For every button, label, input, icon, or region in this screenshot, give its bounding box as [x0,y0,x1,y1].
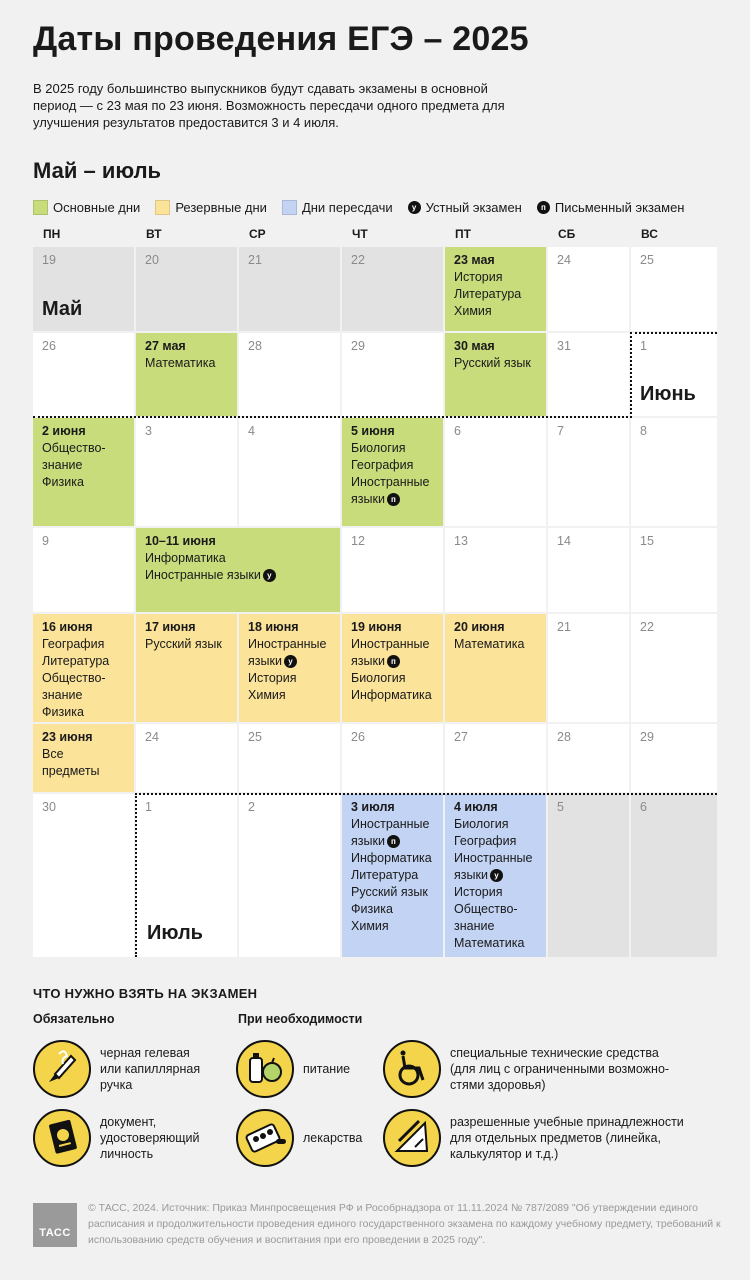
day-cell [631,528,717,612]
exam-subject: Общество- [42,441,106,455]
exam-day-cell [33,614,134,722]
need-item-food [236,1040,350,1098]
exam-subject: История [454,270,503,284]
month-label-june: Июнь [640,383,696,405]
exam-date: 10–11 июня [145,534,216,548]
day-number: 1 [145,800,152,814]
exam-day-cell [239,614,340,722]
day-cell [548,614,629,722]
day-cell [631,247,717,331]
exam-subject: Химия [248,688,286,702]
legend-reserve-label: Резервные дни [175,200,267,215]
oral-badge-icon: у [408,201,421,214]
day-number: 1 [640,339,647,353]
day-number: 13 [454,534,468,548]
day-cell [342,528,443,612]
written-badge-icon: п [387,835,400,848]
need-line: черная гелевая [100,1046,190,1060]
exam-subject [145,567,331,584]
day-cell [548,247,629,331]
written-badge-icon: п [387,493,400,506]
need-line: для отдельных предметов (линейка, [450,1131,661,1145]
day-number: 26 [351,730,365,744]
required-column-title: Обязательно [33,1012,115,1026]
ruler-icon [383,1109,441,1167]
exam-date: 19 июня [351,620,402,634]
need-line: удостоверяющий [100,1131,200,1145]
exam-date: 17 июня [145,620,196,634]
need-text [100,1045,200,1093]
exam-subject: География [351,458,414,472]
exam-date: 18 июня [248,620,299,634]
day-cell [342,333,443,416]
exam-subject: История [248,671,297,685]
exam-subject [248,653,331,670]
written-badge-icon: п [537,201,550,214]
day-cell [445,724,546,792]
exam-day-cell [445,247,546,331]
day-cell [548,794,629,957]
exam-subject: Иностранные [454,851,533,865]
day-number: 21 [557,620,571,634]
day-number: 21 [248,253,262,267]
exam-date: 5 июня [351,424,395,438]
need-line: (для лиц с ограниченными возможно- [450,1062,670,1076]
exam-subject: Информатика [351,851,432,865]
day-number: 12 [351,534,365,548]
day-number: 24 [557,253,571,267]
food-icon [236,1040,294,1098]
month-boundary [33,416,632,418]
exam-subject: Биология [351,441,406,455]
need-text [450,1045,669,1093]
legend-oral [408,200,522,215]
reserve-swatch [155,200,170,215]
month-boundary [135,793,717,795]
day-cell [136,418,237,526]
legend-written [537,200,685,215]
exam-day-cell [33,418,134,526]
day-number: 31 [557,339,571,353]
day-number: 28 [557,730,571,744]
exam-subject: Математика [454,936,525,950]
need-line: разрешенные учебные принадлежности [450,1115,684,1129]
legend-written-label: Письменный экзамен [554,200,685,215]
exam-subject: Все [42,747,64,761]
day-cell [239,794,340,957]
need-line: калькулятор и т.д.) [450,1147,559,1161]
exam-subject-text: языки [454,868,488,882]
passport-icon [33,1109,91,1167]
exam-day-cell [342,614,443,722]
exam-subject: Физика [42,475,84,489]
exam-subject [351,653,434,670]
day-number: 22 [640,620,654,634]
weekday-mon: ПН [43,227,61,241]
day-cell [631,418,717,526]
exam-subject: Русский язык [351,885,428,899]
exam-subject: Литература [351,868,419,882]
optional-column-title: При необходимости [238,1012,363,1026]
legend [33,200,685,215]
need-line: питание [303,1062,351,1076]
day-number: 26 [42,339,56,353]
need-item-medicine [236,1109,362,1167]
exam-subject: Общество- [42,671,106,685]
exam-date: 27 мая [145,339,186,353]
exam-subject-text: языки [351,834,385,848]
exam-subject: Математика [145,356,216,370]
day-number: 29 [351,339,365,353]
exam-date: 16 июня [42,620,93,634]
legend-oral-label: Устный экзамен [425,200,522,215]
exam-subject [351,491,434,508]
need-line: специальные технические средства [450,1046,659,1060]
exam-subject: Русский язык [145,637,222,651]
day-number: 6 [640,800,647,814]
need-item-tech [383,1040,669,1098]
need-line: личность [100,1147,154,1161]
exam-subject: Иностранные [351,637,430,651]
day-cell [548,724,629,792]
exam-date: 3 июля [351,800,395,814]
exam-subject: География [42,637,105,651]
weekday-tue: ВТ [146,227,162,241]
day-cell [548,528,629,612]
day-cell [33,794,134,957]
day-cell [33,333,134,416]
exam-subject-text: языки [248,654,282,668]
pen-icon [33,1040,91,1098]
exam-subject-text: языки [351,654,385,668]
day-cell [239,247,340,331]
exam-subject: Русский язык [454,356,531,370]
day-cell [33,247,134,331]
legend-main [33,200,140,215]
day-cell [631,614,717,722]
day-cell [136,724,237,792]
day-cell [548,333,629,416]
day-cell [631,724,717,792]
exam-subject-text: языки [351,492,385,506]
exam-subject [454,867,537,884]
day-number: 3 [145,424,152,438]
month-boundary [630,332,717,334]
exam-subject: знание [42,458,83,472]
exam-subject: Литература [42,654,110,668]
exam-date: 23 мая [454,253,495,267]
exam-day-cell [136,333,237,416]
exam-subject [351,833,434,850]
exam-date: 4 июля [454,800,498,814]
page-title: Даты проведения ЕГЭ – 2025 [33,20,529,58]
main-swatch [33,200,48,215]
day-cell [33,528,134,612]
exam-subject-text: Иностранные языки [145,568,261,582]
day-cell [136,247,237,331]
oral-badge-icon: у [263,569,276,582]
legend-retake [282,200,393,215]
exam-subject: Математика [454,637,525,651]
need-item-passport [33,1109,200,1167]
exam-subject: знание [454,919,495,933]
exam-subject: Биология [454,817,509,831]
day-cell [239,724,340,792]
day-number: 28 [248,339,262,353]
exam-day-cell [33,724,134,792]
need-item-pen [33,1040,200,1098]
day-number: 9 [42,534,49,548]
exam-subject: предметы [42,764,100,778]
day-number: 8 [640,424,647,438]
exam-day-cell [342,418,443,526]
day-number: 6 [454,424,461,438]
day-number: 22 [351,253,365,267]
oral-badge-icon: у [490,869,503,882]
month-boundary [135,793,137,957]
exam-subject: Физика [42,705,84,719]
need-text [100,1114,200,1162]
retake-day-cell [445,794,546,957]
exam-subject: География [454,834,517,848]
month-label-may: Май [42,298,83,320]
exam-day-cell [136,614,237,722]
day-number: 20 [145,253,159,267]
day-cell [342,247,443,331]
exam-date: 20 июня [454,620,505,634]
need-line: документ, [100,1115,157,1129]
day-cell [445,418,546,526]
need-line: лекарства [303,1131,363,1145]
exam-subject: Физика [351,902,393,916]
exam-subject: Иностранные [351,475,430,489]
day-number: 5 [557,800,564,814]
exam-subject: История [454,885,503,899]
exam-subject: знание [42,688,83,702]
month-label-july: Июль [147,922,203,944]
exam-date: 23 июня [42,730,93,744]
need-line: ручка [100,1078,133,1092]
need-text [303,1061,350,1077]
weekday-sun: ВС [641,227,658,241]
day-cell [631,333,717,416]
day-number: 2 [248,800,255,814]
day-number: 14 [557,534,571,548]
pills-icon [236,1109,294,1167]
day-number: 29 [640,730,654,744]
day-number: 7 [557,424,564,438]
day-number: 4 [248,424,255,438]
day-cell [239,333,340,416]
legend-main-label: Основные дни [53,200,141,215]
exam-day-cell [445,614,546,722]
exam-calendar [33,247,717,957]
weekday-sat: СБ [558,227,576,241]
needs-section-title: ЧТО НУЖНО ВЗЯТЬ НА ЭКЗАМЕН [33,986,258,1001]
exam-day-cell [445,333,546,416]
need-line: или капиллярная [100,1062,201,1076]
day-number: 25 [640,253,654,267]
exam-subject: Химия [351,919,389,933]
day-number: 27 [454,730,468,744]
exam-subject: Иностранные [248,637,327,651]
exam-subject: Информатика [145,551,226,565]
need-text [450,1114,684,1162]
legend-retake-label: Дни пересдачи [301,200,393,215]
wheelchair-icon [383,1040,441,1098]
weekday-fri: ПТ [455,227,471,241]
calendar-subtitle: Май – июль [33,158,162,183]
day-number: 24 [145,730,159,744]
exam-date: 30 мая [454,339,495,353]
need-item-supplies [383,1109,684,1167]
day-cell [631,794,717,957]
weekday-wed: СР [249,227,266,241]
month-boundary [630,332,632,418]
exam-date: 2 июня [42,424,86,438]
exam-day-cell [136,528,340,612]
day-number: 19 [42,253,56,267]
day-number: 15 [640,534,654,548]
exam-subject: Химия [454,304,492,318]
day-cell [548,418,629,526]
retake-day-cell [342,794,443,957]
retake-swatch [282,200,297,215]
exam-subject: Литература [454,287,522,301]
day-number: 30 [42,800,56,814]
written-badge-icon: п [387,655,400,668]
day-cell [445,528,546,612]
intro-text: В 2025 году большинство выпускников будут сдавать экзамены в основной период — с 23 мая по 23 июня. Возможность пересдачи одного предмета для улучшения результатов предоставится 3 и 4 июля. [33,81,505,130]
weekday-thu: ЧТ [352,227,368,241]
legend-reserve [155,200,267,215]
day-number: 25 [248,730,262,744]
footer-source: © ТАСС, 2024. Источник: Приказ Минпросвещения РФ и Рособрнадзора от 11.11.2024 № 787/2089 "Об утверждении единого расписания и продолжительности проведения единого государственного экзамена по каждому учебному предмету, требований к использованию средств обучения и воспитания при его проведении в 2025 году". [88,1202,721,1246]
oral-badge-icon: у [284,655,297,668]
day-cell [136,794,237,957]
exam-subject: Информатика [351,688,432,702]
tass-logo: ТАСС [33,1203,77,1247]
need-line: стями здоровья) [450,1078,546,1092]
exam-subject: Общество- [454,902,518,916]
weekday-header [33,227,717,243]
day-cell [239,418,340,526]
exam-subject: Иностранные [351,817,430,831]
exam-subject: Биология [351,671,406,685]
day-cell [342,724,443,792]
need-text [303,1130,362,1146]
